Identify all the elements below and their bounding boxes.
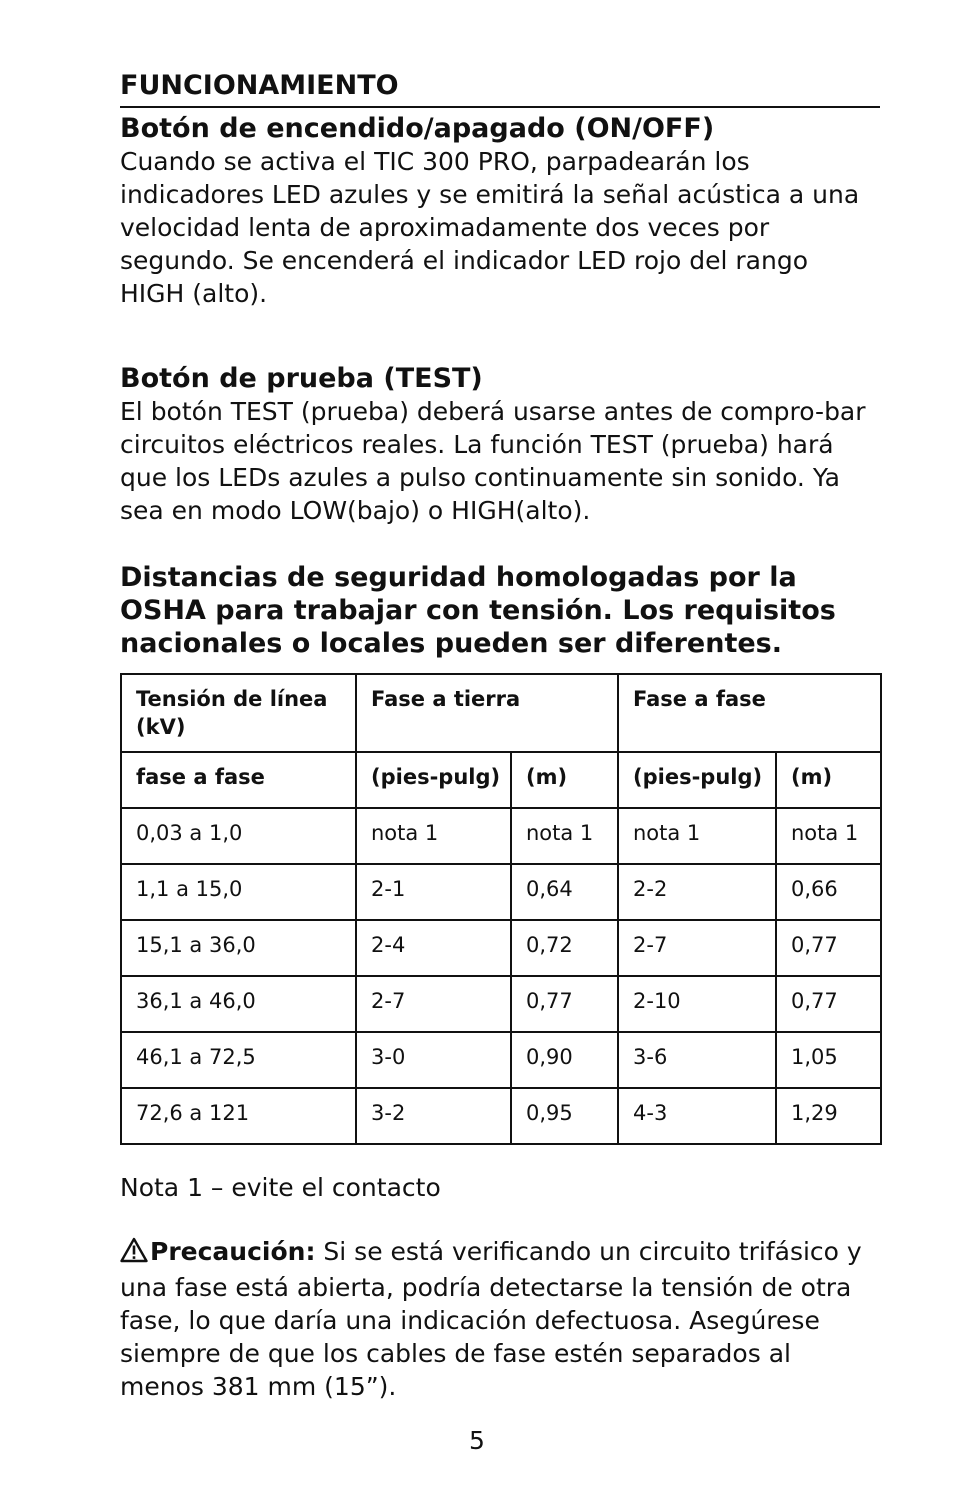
table-cell: 3-0 <box>356 1032 511 1088</box>
table-cell: 0,77 <box>776 920 881 976</box>
subheader-cell: (pies-pulg) <box>356 752 511 808</box>
table-cell: 2-7 <box>356 976 511 1032</box>
table-cell: 0,77 <box>776 976 881 1032</box>
table-cell: nota 1 <box>618 808 776 864</box>
table-row <box>121 1088 881 1144</box>
table-cell: nota 1 <box>776 808 881 864</box>
onoff-body: Cuando se activa el TIC 300 PRO, parpadearán los indicadores LED azules y se emitirá la señal acústica a una velocidad lenta de aproximadamente dos veces por segundo. Se encenderá el indicador LED rojo del rango HIGH (alto). <box>120 147 860 308</box>
subheader-cell: (m) <box>776 752 881 808</box>
table-subheader-row <box>121 752 881 808</box>
table-cell: 1,1 a 15,0 <box>121 864 356 920</box>
table-row <box>121 808 881 864</box>
onoff-heading: Botón de encendido/apagado (ON/OFF) <box>120 113 715 144</box>
table-body <box>121 808 881 1144</box>
table-cell: 3-2 <box>356 1088 511 1144</box>
table-cell: 2-4 <box>356 920 511 976</box>
table-cell: 1,29 <box>776 1088 881 1144</box>
test-heading: Botón de prueba (TEST) <box>120 363 483 394</box>
table-cell: 15,1 a 36,0 <box>121 920 356 976</box>
table-header-row <box>121 674 881 752</box>
table-note: Nota 1 – evite el contacto <box>120 1173 441 1202</box>
clearance-table <box>120 673 882 1145</box>
table-cell: 0,64 <box>511 864 618 920</box>
table-cell: 0,77 <box>511 976 618 1032</box>
table-row <box>121 864 881 920</box>
table-cell: 2-7 <box>618 920 776 976</box>
table-cell: 1,05 <box>776 1032 881 1088</box>
page-number: 5 <box>469 1426 485 1455</box>
warning-triangle-icon <box>120 1237 148 1271</box>
table-cell: 36,1 a 46,0 <box>121 976 356 1032</box>
header-cell: Fase a fase <box>618 674 881 752</box>
table-cell: 0,72 <box>511 920 618 976</box>
table-cell: 2-10 <box>618 976 776 1032</box>
table-cell: 0,95 <box>511 1088 618 1144</box>
caution-body: Si se está verificando un circuito trifásico y una fase está abierta, podría detectarse la tensión de otra fase, lo que daría una indicación defectuosa. Asegúrese siempre de que los cables de fase estén separados al menos 381 mm (15”). <box>120 1237 862 1401</box>
header-cell: Tensión de línea (kV) <box>121 674 356 752</box>
table-cell: 72,6 a 121 <box>121 1088 356 1144</box>
page-content <box>120 68 880 1403</box>
header-cell: Fase a tierra <box>356 674 618 752</box>
table-cell: 0,03 a 1,0 <box>121 808 356 864</box>
table-cell: 2-1 <box>356 864 511 920</box>
table-row <box>121 920 881 976</box>
caution-label: Precaución: <box>150 1237 316 1266</box>
subheader-cell: (pies-pulg) <box>618 752 776 808</box>
table-cell: 0,66 <box>776 864 881 920</box>
caution-paragraph <box>120 1235 880 1403</box>
table-cell: 3-6 <box>618 1032 776 1088</box>
subheader-cell: (m) <box>511 752 618 808</box>
table-cell: nota 1 <box>356 808 511 864</box>
table-cell: 2-2 <box>618 864 776 920</box>
table-cell: 0,90 <box>511 1032 618 1088</box>
test-body: El botón TEST (prueba) deberá usarse antes de compro-bar circuitos eléctricos reales. La función TEST (prueba) hará que los LEDs azules a pulso continuamente sin sonido. Ya sea en modo LOW(bajo) o HIGH(alto). <box>120 397 866 525</box>
table-cell: 4-3 <box>618 1088 776 1144</box>
table-cell: 46,1 a 72,5 <box>121 1032 356 1088</box>
subheader-cell: fase a fase <box>121 752 356 808</box>
table-cell: nota 1 <box>511 808 618 864</box>
section-title: FUNCIONAMIENTO <box>120 68 880 108</box>
osha-heading: Distancias de seguridad homologadas por la OSHA para trabajar con tensión. Los requisitos nacionales o locales pueden ser diferentes. <box>120 562 836 659</box>
table-row <box>121 1032 881 1088</box>
table-row <box>121 976 881 1032</box>
